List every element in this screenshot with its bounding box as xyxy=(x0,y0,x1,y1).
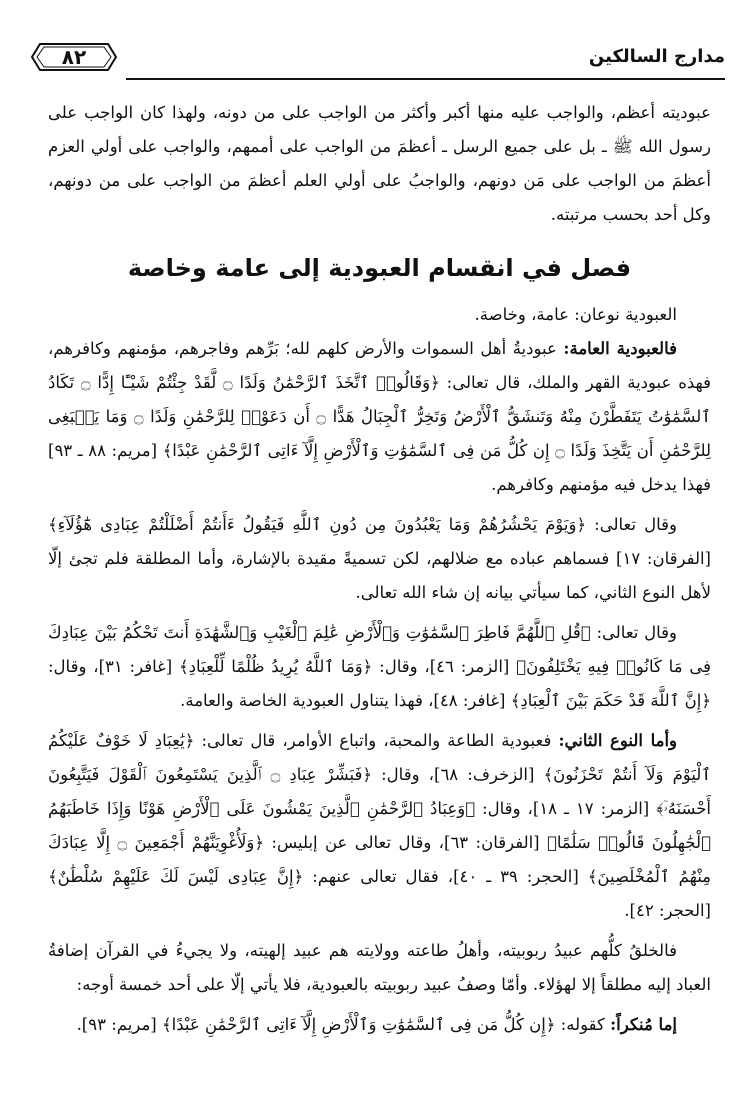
first-aspect-lead: إما مُنكراً: xyxy=(610,1015,677,1034)
page-body xyxy=(48,96,711,1042)
general-servitude-text: عبوديةُ أهل السموات والأرض كلهم لله؛ بَرِّهم وفاجرهم، مؤمنهم وكافرهم، فهذه عبودية القهر والملك، قال تعالى: ﴿وَقَالُوا۟ ٱتَّخَذَ ٱلرَّحْمَٰنُ وَلَدًا ۝ لَّقَدْ جِئْتُمْ شَيْـًٔا إِدًّا ۝ تَكَادُ ٱلسَّمَٰوَٰتُ يَتَفَطَّرْنَ مِنْهُ وَتَنشَقُّ ٱلْأَرْضُ وَتَخِرُّ ٱلْجِبَالُ هَدًّا ۝ أَن دَعَوْا۟ لِلرَّحْمَٰنِ وَلَدًا ۝ وَمَا يَنۢبَغِى لِلرَّحْمَٰنِ أَن يَتَّخِذَ وَلَدًا ۝ إِن كُلُّ مَن فِى ٱلسَّمَٰوَٰتِ وَٱلْأَرْضِ إِلَّآ ءَاتِى ٱلرَّحْمَٰنِ عَبْدًا﴾ [مريم: ٨٨ ـ ٩٣] فهذا يدخل فيه مؤمنهم وكافرهم. xyxy=(48,339,711,494)
page-number-frame xyxy=(30,42,118,72)
second-type-text: فعبودية الطاعة والمحبة، واتباع الأوامر، قال تعالى: ﴿يَٰعِبَادِ لَا خَوْفٌ عَلَيْكُمُ ٱلْيَوْمَ وَلَآ أَنتُمْ تَحْزَنُونَ﴾ [الزخرف: ٦٨]، وقال: ﴿فَبَشِّرْ عِبَادِ ۝ ٱلَّذِينَ يَسْتَمِعُونَ ٱلْقَوْلَ فَيَتَّبِعُونَ أَحْسَنَهُۥٓ﴾ [الزمر: ١٧ ـ ١٨]، وقال: ﴿وَعِبَادُ ٱلرَّحْمَٰنِ ٱلَّذِينَ يَمْشُونَ عَلَى ٱلْأَرْضِ هَوْنًا وَإِذَا خَاطَبَهُمُ ٱلْجَٰهِلُونَ قَالُوا۟ سَلَٰمًا﴾ [الفرقان: ٦٣]، وقال تعالى عن إبليس: ﴿وَلَأُغْوِيَنَّهُمْ أَجْمَعِينَ ۝ إِلَّا عِبَادَكَ مِنْهُمُ ٱلْمُخْلَصِينَ﴾ [الحجر: ٣٩ ـ ٤٠]، فقال تعالى عنهم: ﴿إِنَّ عِبَادِى لَيْسَ لَكَ عَلَيْهِمْ سُلْطَٰنٌ﴾ [الحجر: ٤٢]. xyxy=(48,731,712,920)
book-title: مدارج السالكين xyxy=(588,46,725,67)
paragraph-general-servitude xyxy=(48,332,711,502)
first-aspect-text: كقوله: ﴿إِن كُلُّ مَن فِى ٱلسَّمَٰوَٰتِ وَٱلْأَرْضِ إِلَّآ ءَاتِى ٱلرَّحْمَٰنِ عَبْدًا﴾ [مريم: ٩٣]. xyxy=(76,1015,605,1034)
paragraph-zumar: وقال تعالى: ﴿قُلِ ٱللَّهُمَّ فَاطِرَ ٱلسَّمَٰوَٰتِ وَٱلْأَرْضِ عَٰلِمَ ٱلْغَيْبِ وَٱلشَّهَٰدَةِ أَنتَ تَحْكُمُ بَيْنَ عِبَادِكَ فِى مَا كَانُوا۟ فِيهِ يَخْتَلِفُونَ﴾ [الزمر: ٤٦]، وقال: ﴿وَمَا ٱللَّهُ يُرِيدُ ظُلْمًا لِّلْعِبَادِ﴾ [غافر: ٣١]، وقال: ﴿إِنَّ ٱللَّهَ قَدْ حَكَمَ بَيْنَ ٱلْعِبَادِ﴾ [غافر: ٤٨]، فهذا يتناول العبودية الخاصة والعامة. xyxy=(48,623,711,710)
paragraph-first-aspect xyxy=(48,1008,711,1042)
section-heading: فصل في انقسام العبودية إلى عامة وخاصة xyxy=(127,254,632,282)
paragraph-furqan: وقال تعالى: ﴿وَيَوْمَ يَحْشُرُهُمْ وَمَا يَعْبُدُونَ مِن دُونِ ٱللَّهِ فَيَقُولُ ءَأَنتُمْ أَضْلَلْتُمْ عِبَادِى هَٰٓؤُلَآءِ﴾ [الفرقان: ١٧] فسماهم عباده مع ضلالهم، لكن تسميةً مقيدة بالإشارة، وأما المطلقة فلم تجئ إلّا لأهل النوع الثاني، كما سيأتي بيانه إن شاء الله تعالى. xyxy=(48,515,711,602)
general-servitude-lead: فالعبودية العامة: xyxy=(563,339,677,358)
paragraph-types: العبودية نوعان: عامة، وخاصة. xyxy=(474,305,677,324)
second-type-lead: وأما النوع الثاني: xyxy=(558,731,677,750)
paragraph-second-type xyxy=(48,724,711,928)
intro-paragraph: عبوديته أعظم، والواجب عليه منها أكبر وأكثر من الواجب على من دونه، ولهذا كان الواجب على رسول الله ﷺ ـ بل على جميع الرسل ـ أعظمَ من الواجب على أممهم، والواجب على أولي العزم أعظمَ من الواجب على مَن دونهم، والواجبُ على أولي العلم أعظمَ من الواجب على من دونهم، وكل أحد بحسب مرتبته. xyxy=(48,103,711,224)
page-header xyxy=(30,40,725,80)
paragraph-creation: فالخلقُ كلُّهم عبيدُ ربوبيته، وأهلُ طاعته وولايته هم عبيد إلهيته، ولا يجيءُ في القرآن إضافةُ العباد إليه مطلقاً إلا لهؤلاء. وأمّا وصفُ عبيد ربوبيته بالعبودية، فلا يأتي إلّا على أحد خمسة أوجه: xyxy=(48,941,711,994)
page-number: ٨٢ xyxy=(61,45,87,69)
header-divider xyxy=(126,78,725,80)
